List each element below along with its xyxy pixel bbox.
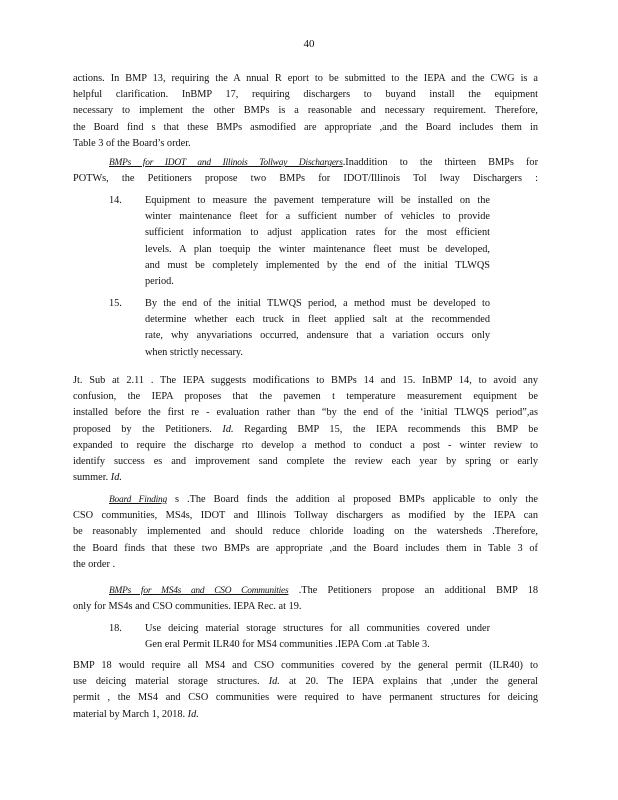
text-line (73, 470, 538, 486)
section-board-findings (73, 492, 538, 573)
item-body (145, 193, 490, 290)
paragraph-bmp-13-17 (73, 71, 538, 152)
text-line: Jt. Sub at 2.11 . The IEPA suggests modifications to BMPs 14 and 15. InBMP 14, to avoid any (73, 375, 538, 386)
text-line: Equipment to measure the pavement temperature will be installed on the (145, 195, 490, 206)
text-line: actions. In BMP 13, requiring the A nnual R eport to be submitted to the IEPA and the CWG is a (73, 73, 538, 84)
heading-line (73, 583, 538, 599)
item-number: 18. (109, 623, 122, 634)
page-number: 40 (303, 38, 315, 50)
section-idot-tollway (73, 155, 538, 187)
paragraph-bmp-18 (73, 658, 538, 723)
item-body (145, 296, 490, 361)
item-body (145, 621, 490, 653)
section-ms4s-cso (73, 583, 538, 615)
text-line: the order . (73, 558, 116, 570)
text-line: only for MS4s and CSO communities. IEPA Rec. at 19. (73, 601, 302, 613)
text-line: rate, why anyvariations occurred, andensure that a variation occurs only (145, 330, 490, 342)
text-line: sufficient information to adjust application rates for the most efficient (145, 227, 490, 239)
text-line: levels. A plan toequip the winter maintenance fleet must be developed, (145, 243, 490, 255)
text-segment: proposed by the Petitioners. (73, 423, 212, 435)
heading-line (73, 492, 538, 508)
heading-line (73, 155, 538, 171)
text-line: necessary to implement the other BMPs is a reasonable and necessary requirement. Therefore, (73, 105, 538, 117)
text-line (73, 422, 538, 438)
text-line: confusion, the IEPA proposes that the pavemen t temperature measurement equipment be (73, 391, 538, 403)
section-heading: BMPs for IDOT and Illinois Tollway Dischargers (109, 158, 343, 168)
citation-id: Id. (268, 676, 280, 688)
text-line: By the end of the initial TLWQS period, a method must be developed to (145, 298, 490, 309)
citation-id: Id. (187, 708, 199, 720)
text-segment: at 20. The IEPA explains that ,under the general (288, 676, 538, 688)
text-segment: Regarding BMP 15, the IEPA recommends this BMP be (244, 423, 538, 435)
section-heading: BMPs for MS4s and CSO Communities (109, 586, 289, 596)
paragraph-iepa-modifications (73, 373, 538, 486)
text-line: Gen eral Permit ILR40 for MS4 communities .IEPA Com .at Table 3. (145, 639, 430, 651)
item-number: 15. (109, 298, 122, 309)
citation-id: Id. (110, 472, 122, 484)
item-number: 14. (109, 195, 122, 206)
text-segment: use deicing material storage structures. (73, 676, 260, 688)
text-segment: material by March 1, 2018. (73, 708, 186, 720)
text-line (73, 707, 538, 723)
text-line: helpful clarification. InBMP 17, requiring dischargers to buyand install the equipment (73, 89, 538, 101)
text-line: CSO communities, MS4s, IDOT and Illinois Tollway dischargers as modified by the IEPA can (73, 510, 538, 522)
text-line: BMP 18 would require all MS4 and CSO communities covered by the general permit (ILR40) to (73, 660, 538, 671)
text-segment: .The Petitioners propose an additional BMP 18 (288, 585, 538, 596)
text-segment: summer. (73, 472, 109, 484)
text-line: POTWs, the Petitioners propose two BMPs for IDOT/Illinois Tol lway Dischargers : (73, 173, 538, 185)
section-heading: Board Finding (109, 495, 167, 505)
text-line: and must be completely implemented by the end of the initial TLWQS (145, 259, 490, 271)
text-line: when strictly necessary. (145, 346, 243, 358)
text-line: winter maintenance fleet for a sufficient number of vehicles to provide (145, 211, 490, 223)
text-line: Table 3 of the Board’s order. (73, 137, 191, 149)
text-line: Use deicing material storage structures for all communities covered under (145, 623, 490, 634)
text-line: expanded to require the discharge rto develop a method to conduct a post - winter review to (73, 439, 538, 451)
citation-id: Id. (222, 423, 234, 435)
text-line: period. (145, 276, 174, 288)
text-segment: .Inaddition to the thirteen BMPs for (342, 157, 538, 168)
text-line: identify success es and improvement sand complete the review each year by spring or early (73, 456, 538, 468)
text-line: permit , the MS4 and CSO communities were required to have permanent structures for deicing (73, 692, 538, 704)
text-line: the Board finds that these two BMPs are appropriate ,and the Board includes them in Table 3 of (73, 542, 538, 554)
text-line: installed before the first re - evaluation rather than “by the end of the ‘initial TLWQS period”,as (73, 407, 538, 419)
text-segment: s .The Board finds the addition al proposed BMPs applicable to only the (166, 494, 538, 505)
text-line: be reasonably implemented and should reduce chloride loading on the watersheds .Therefore, (73, 526, 538, 538)
text-line (73, 674, 538, 690)
text-line: the Board find s that these BMPs asmodified are appropriate ,and the Board includes them in (73, 121, 538, 133)
text-line: determine whether each truck in fleet applied salt at the recommended (145, 314, 490, 326)
